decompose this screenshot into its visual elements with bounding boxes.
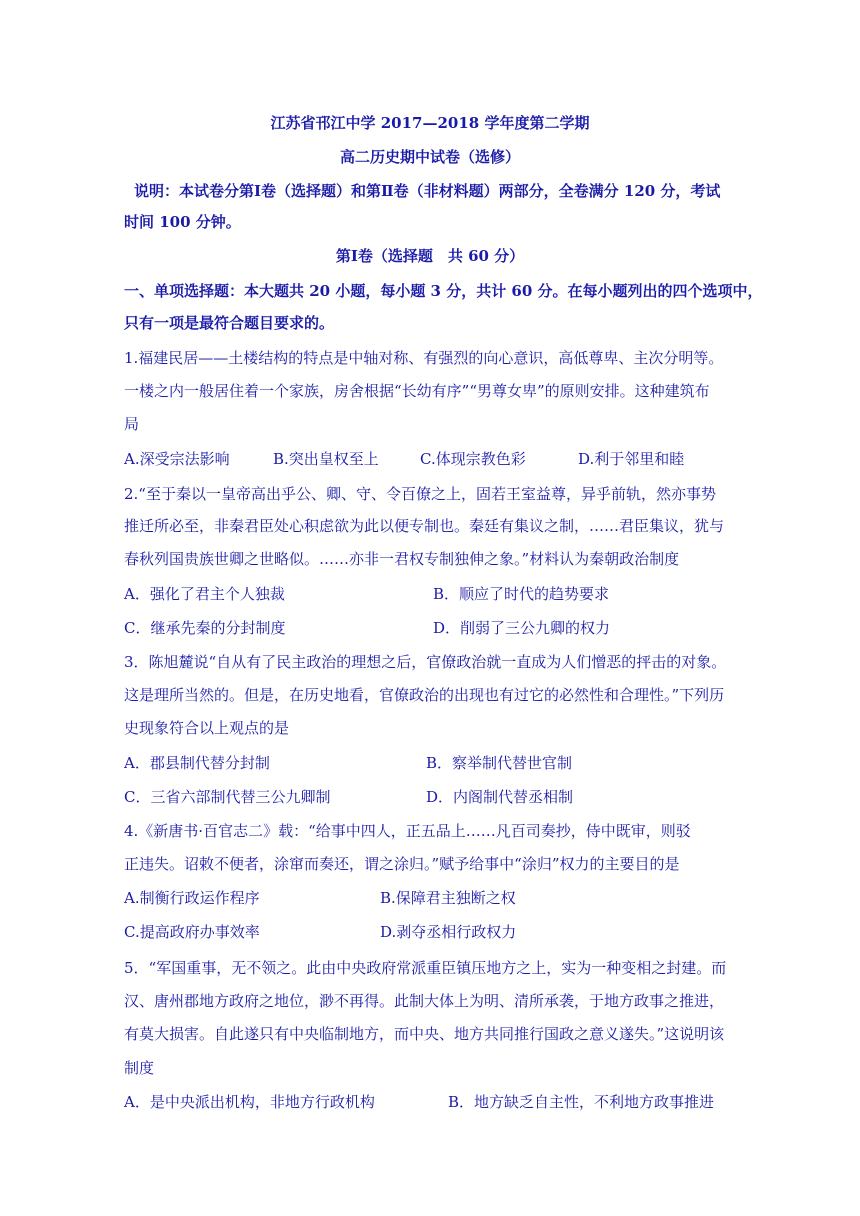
question-stem-line: 3．陈旭麓说“自从有了民主政治的理想之后，官僚政治就一直成为人们憎恶的抨击的对象。 <box>124 653 727 671</box>
option-d: D.剥夺丞相行政权力 <box>380 923 517 941</box>
option-a: A．是中央派出机构，非地方行政机构 <box>124 1093 375 1111</box>
section-instructions-line: 只有一项是最符合题目要求的。 <box>124 314 335 332</box>
question-stem-line: 春秋列国贵族世卿之世略似。……亦非一君权专制独伸之象。”材料认为秦朝政治制度 <box>124 550 680 568</box>
option-d: D．削弱了三公九卿的权力 <box>433 619 611 637</box>
section-heading: 第Ⅰ卷（选择题 共 60 分） <box>335 247 525 265</box>
question-stem-line: 正违失。诏敕不便者，涂窜而奏还，谓之涂归。”赋予给事中“涂归”权力的主要目的是 <box>124 855 680 873</box>
option-c: C．继承先秦的分封制度 <box>124 619 286 637</box>
question-stem-line: 制度 <box>124 1059 155 1077</box>
question-stem-line: 局 <box>124 415 140 433</box>
exam-subtitle: 高二历史期中试卷（选修） <box>339 148 520 166</box>
option-d: D.利于邻里和睦 <box>578 450 685 468</box>
option-a: A.深受宗法影响 <box>124 450 230 468</box>
exam-title: 江苏省邗江中学 2017—2018 学年度第二学期 <box>270 114 590 132</box>
option-b: B.突出皇权至上 <box>273 450 379 468</box>
question-stem-line: 史现象符合以上观点的是 <box>124 719 290 737</box>
question-stem-line: 这是理所当然的。但是，在历史地看，官僚政治的出现也有过它的必然性和合理性。”下列历 <box>124 686 725 704</box>
section-instructions-line: 一、单项选择题：本大题共 20 小题，每小题 3 分，共计 60 分。在每小题列出的四个选项中， <box>124 282 763 300</box>
exam-note-line: 说明：本试卷分第Ⅰ卷（选择题）和第Ⅱ卷（非材料题）两部分，全卷满分 120 分，考试 <box>134 182 721 200</box>
option-b: B．顺应了时代的趋势要求 <box>433 585 610 603</box>
option-b: B．地方缺乏自主性，不利地方政事推进 <box>448 1093 715 1111</box>
option-a: A．强化了君主个人独裁 <box>124 585 285 603</box>
question-stem-line: 4.《新唐书·百官志二》载：“给事中四人，正五品上……凡百司奏抄，侍中既审，则驳 <box>124 822 691 840</box>
option-d: D．内阁制代替丞相制 <box>426 788 574 806</box>
option-b: B．察举制代替世官制 <box>426 754 573 772</box>
question-stem-line: 有莫大损害。自此遂只有中央临制地方，而中央、地方共同推行国政之意义遂失。”这说明该 <box>124 1025 725 1043</box>
option-a: A．郡县制代替分封制 <box>124 754 270 772</box>
exam-note-line: 时间 100 分钟。 <box>124 213 241 231</box>
option-c: C.体现宗教色彩 <box>420 450 526 468</box>
option-c: C.提高政府办事效率 <box>124 923 260 941</box>
question-stem-line: 汉、唐州郡地方政府之地位，渺不再得。此制大体上为明、清所承袭，于地方政事之推进， <box>124 992 725 1010</box>
option-b: B.保障君主独断之权 <box>380 889 516 907</box>
question-stem-line: 5．“军国重事，无不领之。此由中央政府常派重臣镇压地方之上，实为一种变相之封建。而 <box>124 959 727 977</box>
option-a: A.制衡行政运作程序 <box>124 889 260 907</box>
question-stem-line: 2.“至于秦以一皇帝高出乎公、卿、守、令百僚之上，固若王室益尊，异乎前轨，然亦事势 <box>124 485 716 503</box>
option-c: C．三省六部制代替三公九卿制 <box>124 788 331 806</box>
question-stem-line: 一楼之内一般居住着一个家族，房舍根据“长幼有序”“男尊女卑”的原则安排。这种建筑布 <box>124 382 710 400</box>
question-stem-line: 推迁所必至，非秦君臣处心积虑欲为此以便专制也。秦廷有集议之制，……君臣集议，犹与 <box>124 517 725 535</box>
question-stem-line: 1.福建民居——土楼结构的特点是中轴对称、有强烈的向心意识，高低尊卑、主次分明等。 <box>124 349 724 367</box>
